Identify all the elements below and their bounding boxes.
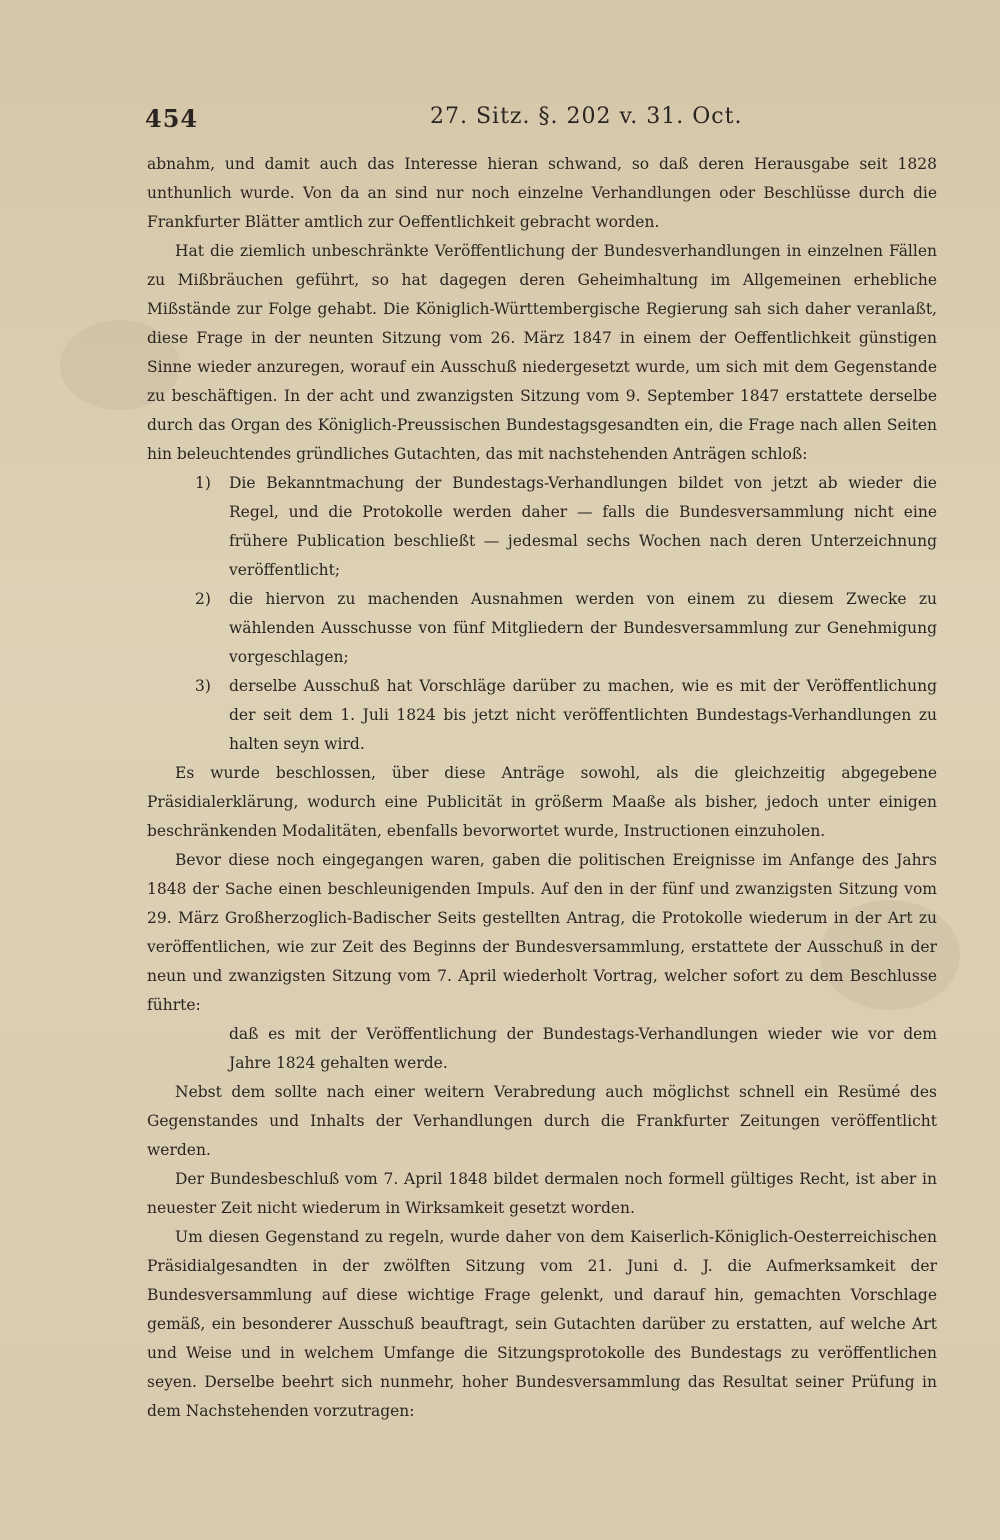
paragraph: abnahm, und damit auch das Interesse hieran schwand, so daß deren Herausgabe seit 1828 unthunlich wurde. Von da an sind nur noch einzelne Verhandlungen oder Beschlüsse durch die Frankfurter Blätter amtlich zur Oeffentlichkeit gebracht worden.	[147, 155, 937, 231]
motion-list	[147, 469, 937, 759]
list-text: die hiervon zu machenden Ausnahmen werden von einem zu diesem Zwecke zu wählenden Ausschusse von fünf Mitgliedern der Bundesversammlung zur Genehmigung vorgeschlagen;	[229, 590, 937, 666]
paragraph: Der Bundesbeschluß vom 7. April 1848 bildet dermalen noch formell gültiges Recht, ist aber in neuester Zeit nicht wiederum in Wirksamkeit gesetzt worden.	[147, 1170, 937, 1217]
resolution-quote: daß es mit der Veröffentlichung der Bundestags-Verhandlungen wieder wie vor dem Jahre 1824 gehalten werde.	[229, 1025, 937, 1072]
page-number: 454	[145, 104, 199, 133]
running-title: 27. Sitz. §. 202 v. 31. Oct.	[430, 104, 743, 129]
list-number: 3)	[195, 677, 211, 695]
body-text	[147, 150, 937, 1426]
list-item	[147, 469, 937, 585]
paragraph: Es wurde beschlossen, über diese Anträge sowohl, als die gleichzeitig abgegebene Präsidialerklärung, wodurch eine Publicität in größerm Maaße als bisher, jedoch unter einigen beschränkenden Modalitäten, ebenfalls bevorwortet wurde, Instructionen einzuholen.	[147, 764, 937, 840]
list-text: derselbe Ausschuß hat Vorschläge darüber zu machen, wie es mit der Veröffentlichung der seit dem 1. Juli 1824 bis jetzt nicht veröffentlichten Bundestags-Verhandlungen zu halten seyn wird.	[229, 677, 937, 753]
list-number: 2)	[195, 590, 211, 608]
paragraph: Hat die ziemlich unbeschränkte Veröffentlichung der Bundesverhandlungen in einzelnen Fällen zu Mißbräuchen geführt, so hat dagegen deren Geheimhaltung im Allgemeinen erhebliche Mißstände zur Folge gehabt. Die Königlich-Württembergische Regierung sah sich daher veranlaßt, diese Frage in der neunten Sitzung vom 26. März 1847 in einem der Oeffentlichkeit günstigen Sinne wieder anzuregen, worauf ein Ausschuß niedergesetzt wurde, um sich mit dem Gegenstande zu beschäftigen. In der acht und zwanzigsten Sitzung vom 9. September 1847 erstattete derselbe durch das Organ des Königlich-Preussischen Bundestagsgesandten ein, die Frage nach allen Seiten hin beleuchtendes gründliches Gutachten, das mit nachstehenden Anträgen schloß:	[147, 242, 937, 463]
page-header	[145, 104, 940, 136]
paragraph: Bevor diese noch eingegangen waren, gaben die politischen Ereignisse im Anfange des Jahrs 1848 der Sache einen beschleunigenden Impuls. Auf den in der fünf und zwanzigsten Sitzung vom 29. März Großherzoglich-Badischer Seits gestellten Antrag, die Protokolle wiederum in der Art zu veröffentlichen, wie zur Zeit des Beginns der Bundesversammlung, erstattete der Ausschuß in der neun und zwanzigsten Sitzung vom 7. April wiederholt Vortrag, welcher sofort zu dem Beschlusse führte:	[147, 851, 937, 1014]
paragraph: Um diesen Gegenstand zu regeln, wurde daher von dem Kaiserlich-Königlich-Oesterreichischen Präsidialgesandten in der zwölften Sitzung vom 21. Juni d. J. die Aufmerksamkeit der Bundesversammlung auf diese wichtige Frage gelenkt, und darauf hin, gemachten Vorschlage gemäß, ein besonderer Ausschuß beauftragt, sein Gutachten darüber zu erstatten, auf welche Art und Weise und in welchem Umfange die Sitzungsprotokolle des Bundestags zu veröffentlichen seyen. Derselbe beehrt sich nunmehr, hoher Bundesversammlung das Resultat seiner Prüfung in dem Nachstehenden vorzutragen:	[147, 1228, 937, 1420]
list-text: Die Bekanntmachung der Bundestags-Verhandlungen bildet von jetzt ab wieder die Regel, und die Protokolle werden daher — falls die Bundesversammlung nicht eine frühere Publication beschließt — jedesmal sechs Wochen nach deren Unterzeichnung veröffentlicht;	[229, 474, 937, 579]
list-number: 1)	[195, 474, 211, 492]
list-item	[147, 585, 937, 672]
list-item	[147, 672, 937, 759]
paragraph: Nebst dem sollte nach einer weitern Verabredung auch möglichst schnell ein Resümé des Gegenstandes und Inhalts der Verhandlungen durch die Frankfurter Zeitungen veröffentlicht werden.	[147, 1083, 937, 1159]
